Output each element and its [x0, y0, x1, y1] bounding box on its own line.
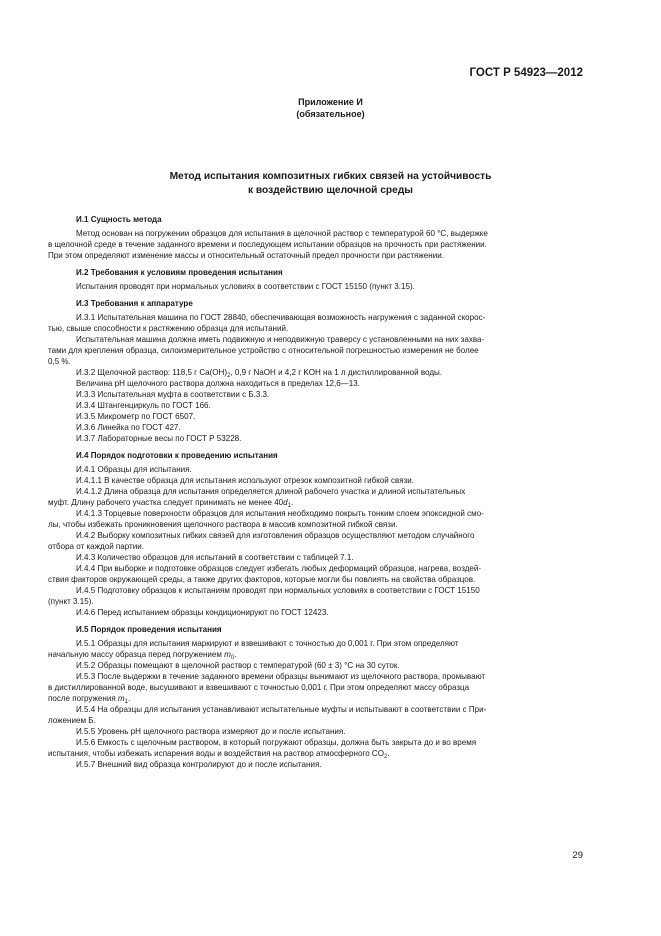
text-line: И.4.5 Подготовку образцов к испытаниям проводят при нормальных условиях в соответствии с ГОСТ 15150 — [76, 586, 480, 595]
text-line: При этом определяют изменение массы и относительный остаточный предел прочности при растяжении. — [48, 251, 444, 260]
text-line: И.5.6 Емкость с щелочным раствором, в который погружают образцы, должна быть закрыта до и во время — [76, 738, 477, 747]
text-line: лы, чтобы избежать проникновения щелочного раствора в массив композитной гибкой связи. — [48, 520, 398, 529]
text-line: И.3.2 Щелочной раствор: 118,5 г $Ca(OH)_2$, 0,9 г NaOH и 4,2 г KOH на 1 л дистиллированной воды. — [76, 368, 443, 379]
section-heading-4: И.4 Порядок подготовки к проведению испытания — [76, 451, 278, 460]
annex-label: Приложение И — [298, 97, 363, 107]
text-line: в дистиллированной воде, высушивают и взвешивают с точностью 0,001 г. При этом определяют массу образца — [48, 683, 470, 692]
text-line: (пункт 3.15). — [48, 597, 94, 606]
text-line: начальную массу образца перед погружением $m_0$. — [48, 650, 237, 661]
text-line: И.3.4 Штангенциркуль по ГОСТ 166. — [76, 401, 211, 410]
text-line: И.3.3 Испытательная муфта в соответствии с Б.3.3. — [76, 390, 270, 399]
text-line: Испытательная машина должна иметь подвижную и неподвижную траверсу с установленными на них захва- — [76, 335, 485, 344]
annex-heading — [0, 96, 661, 120]
text-line: И.3.5 Микрометр по ГОСТ 6507. — [76, 412, 196, 421]
section-heading-5: И.5 Порядок проведения испытания — [76, 625, 222, 634]
text-line: Величина pH щелочного раствора должна находиться в пределах 12,6—13. — [76, 379, 360, 388]
text-line: И.5.4 На образцы для испытания устанавливают испытательные муфты и испытывают в соответствии с При- — [76, 705, 487, 714]
text-line: И.4.3 Количество образцов для испытаний в соответствии с таблицей 7.1. — [76, 553, 354, 562]
text-line: Испытания проводят при нормальных условиях в соответствии с ГОСТ 15150 (пункт 3.15). — [76, 282, 415, 291]
standard-header: ГОСТ Р 54923—2012 — [469, 67, 583, 79]
text-line: ствия факторов окружающей среды, а также других факторов, которые могли бы повлиять на свойства образцов. — [48, 575, 476, 584]
text-line: И.4.1 Образцы для испытания. — [76, 465, 192, 474]
annex-status: (обязательное) — [296, 109, 365, 119]
section-heading-2: И.2 Требования к условиям проведения испытания — [76, 268, 283, 277]
text-line: Метод основан на погружении образцов для испытания в щелочной раствор с температурой 60 °С, выдержке — [76, 229, 488, 238]
text-line: И.3.1 Испытательная машина по ГОСТ 28840, обеспечивающая возможность нагружения с заданной скорос- — [76, 313, 486, 322]
text-line: И.4.4 При выборке и подготовке образцов следует избегать любых деформаций образцов, нагрева, воздей- — [76, 564, 482, 573]
text-line: тами для крепления образца, силоизмерительное устройство с относительной погрешностью измерения не более — [48, 346, 479, 355]
text-line: в щелочной среде в течение заданного времени и последующем испытании образцов на прочность при растяжении. — [48, 240, 487, 249]
text-line: И.3.7 Лабораторные весы по ГОСТ Р 53228. — [76, 434, 242, 443]
text-line: И.4.2 Выборку композитных гибких связей для изготовления образцов осуществляют методом случайного — [76, 531, 475, 540]
annex-title-line-2: к воздействию щелочной среды — [248, 185, 413, 196]
text-line: И.4.1.1 В качестве образца для испытания используют отрезок композитной гибкой связи. — [76, 476, 414, 485]
text-line: отбора от каждой партии. — [48, 542, 144, 551]
text-line: 0,5 %. — [48, 357, 71, 366]
text-line: И.5.5 Уровень pH щелочного раствора измеряют до и после испытания. — [76, 727, 346, 736]
page-number: 29 — [572, 850, 583, 861]
text-line: И.4.1.3 Торцевые поверхности образцов для испытания необходимо покрыть тонким слоем эпоксидной смо- — [76, 509, 484, 518]
text-line: И.5.1 Образцы для испытания маркируют и взвешивают с точностью до 0,001 г. При этом определяют — [76, 639, 459, 648]
text-line: И.5.2 Образцы помещают в щелочной раствор с температурой (60 ± 3) °С на 30 суток. — [76, 661, 400, 670]
text-line: после погружения $m_1$. — [48, 694, 131, 705]
annex-title — [0, 170, 661, 198]
document-body — [48, 214, 584, 770]
text-line: И.5.7 Внешний вид образца контролируют до и после испытания. — [76, 760, 322, 769]
text-line: тью, свыше способности к растяжению образца для испытаний. — [48, 324, 289, 333]
text-line: И.4.1.2 Длина образца для испытания определяется длиной рабочего участка и длиной испытательных — [76, 487, 466, 496]
text-line: испытания, чтобы избежать испарения воды и воздействия на раствор атмосферного $CO_2$. — [48, 749, 390, 760]
text-line: И.3.6 Линейка по ГОСТ 427. — [76, 423, 181, 432]
text-line: ложением Б. — [48, 716, 96, 725]
text-line: И.5.3 После выдержки в течение заданного времени образцы вынимают из щелочного раствора, промывают — [76, 672, 486, 681]
section-heading-3: И.3 Требования к аппаратуре — [76, 299, 193, 308]
annex-title-line-1: Метод испытания композитных гибких связей на устойчивость — [169, 171, 492, 182]
text-line: муфт. Длину рабочего участка следует принимать не менее $40d_1$. — [48, 498, 294, 509]
text-line: И.4.6 Перед испытанием образцы кондиционируют по ГОСТ 12423. — [76, 608, 329, 617]
section-1-paragraph — [48, 228, 584, 261]
section-heading-1: И.1 Сущность метода — [76, 215, 162, 224]
